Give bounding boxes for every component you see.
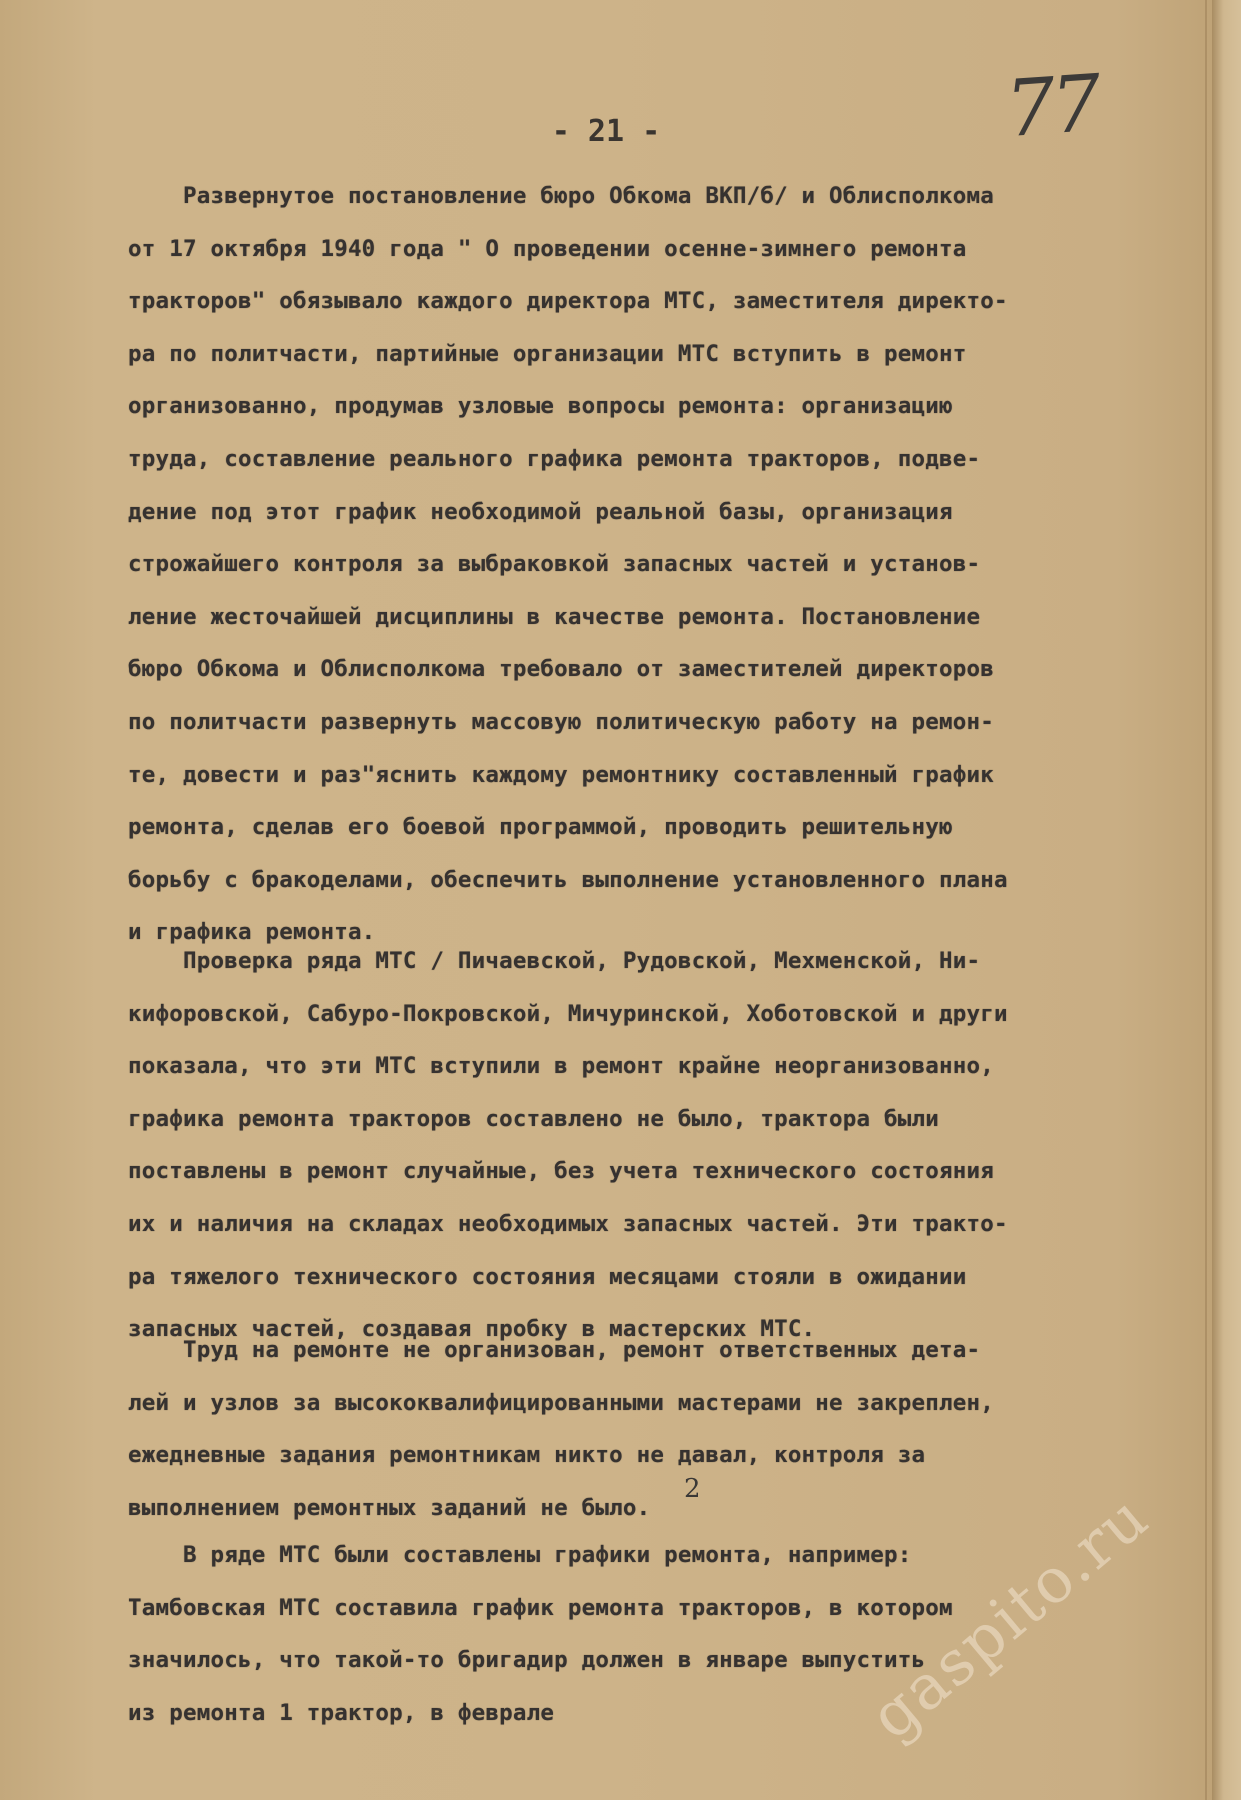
text-line: и графика ремонта. <box>128 919 376 946</box>
text-line: по политчасти развернуть массовую политическую работу на ремон- <box>128 708 995 735</box>
text-line: лей и узлов за высококвалифицированными мастерами не закреплен, <box>128 1389 995 1416</box>
text-line: запасных частей, создавая пробку в мастерских МТС. <box>128 1316 816 1343</box>
text-line: Тамбовская МТС составила график ремонта тракторов, в котором <box>128 1594 953 1621</box>
text-line: от 17 октября 1940 года " О проведении осенне-зимнего ремонта <box>128 235 967 262</box>
text-line: выполнением ремонтных заданий не было. <box>128 1494 651 1521</box>
text-line: поставлены в ремонт случайные, без учета технического состояния <box>128 1158 995 1185</box>
text-line: ежедневные задания ремонтникам никто не давал, контроля за <box>128 1442 926 1469</box>
text-line: графика ремонта тракторов составлено не было, трактора были <box>128 1105 940 1132</box>
text-line: ремонта, сделав его боевой программой, проводить решительную <box>128 814 953 841</box>
text-line: значилось, что такой-то бригадир должен в январе выпустить <box>128 1647 926 1674</box>
text-line: Развернутое постановление бюро Обкома ВКП/б/ и Облисполкома <box>128 183 995 209</box>
text-line: борьбу с бракоделами, обеспечить выполнение установленного плана <box>128 866 1008 893</box>
archive-page-number: 77 <box>1002 58 1101 156</box>
watermark: gaspito.ru <box>856 1479 1163 1754</box>
text-line: показала, что эти МТС вступили в ремонт крайне неорганизованно, <box>128 1053 995 1080</box>
text-line: дение под этот график необходимой реальной базы, организация <box>128 498 953 525</box>
text-line: кифоровской, Сабуро-Покровской, Мичуринской, Хоботовской и други <box>128 1000 1008 1027</box>
text-line: организованно, продумав узловые вопросы ремонта: организацию <box>128 393 953 420</box>
paragraph-2 <box>128 935 1240 1356</box>
text-line: их и наличия на складах необходимых запасных частей. Эти тракто- <box>128 1210 1008 1237</box>
text-line: бюро Обкома и Облисполкома требовало от заместителей директоров <box>128 656 995 683</box>
text-line: Проверка ряда МТС / Пичаевской, Рудовской, Мехменской, Ни- <box>128 948 981 974</box>
paragraph-1 <box>128 170 1240 959</box>
text-line: Труд на ремонте не организован, ремонт ответственных дета- <box>128 1337 981 1363</box>
text-line: тракторов" обязывало каждого директора МТС, заместителя директо- <box>128 288 1008 315</box>
text-line: те, довести и раз"яснить каждому ремонтнику составленный график <box>128 761 995 788</box>
text-line: ление жесточайшей дисциплины в качестве ремонта. Постановление <box>128 603 981 630</box>
page-number: - 21 - <box>551 114 661 149</box>
text-line: труда, составление реального графика ремонта тракторов, подве- <box>128 445 981 472</box>
text-line: ра по политчасти, партийные организации МТС вступить в ремонт <box>128 340 967 367</box>
text-line: из ремонта 1 трактор, в феврале <box>128 1699 555 1726</box>
footnote-mark: 2 <box>684 1474 701 1504</box>
text-line: ра тяжелого технического состояния месяцами стояли в ожидании <box>128 1263 967 1290</box>
text-line: В ряде МТС были составлены графики ремонта, например: <box>128 1542 912 1568</box>
text-line: строжайшего контроля за выбраковкой запасных частей и установ- <box>128 551 981 578</box>
